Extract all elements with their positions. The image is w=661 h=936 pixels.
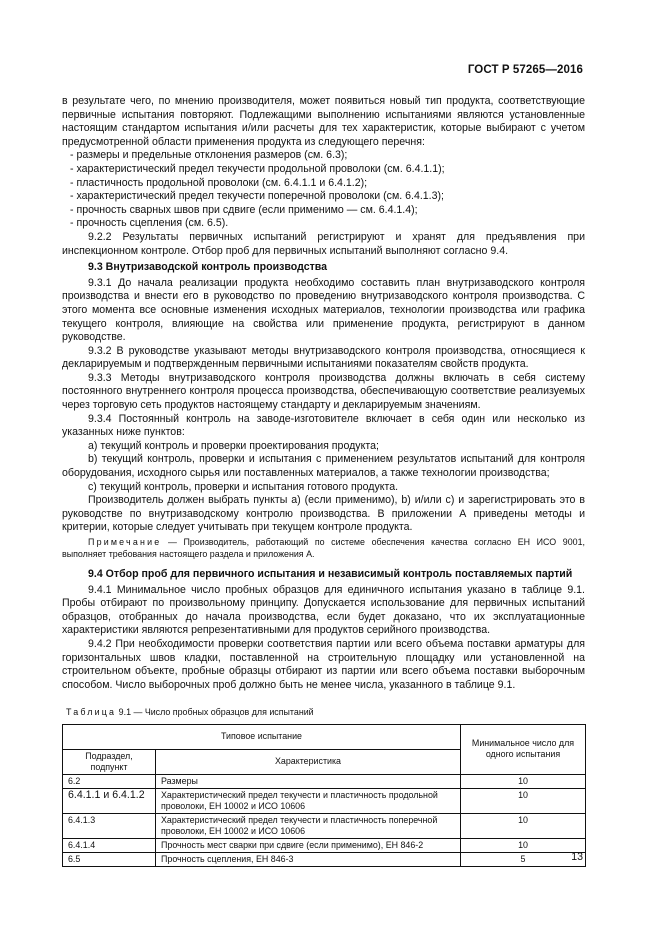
paragraph: 9.3.3 Методы внутризаводского контроля производства должны включать в себя систему постоянного внутреннего контроля процесса производства, обеспечивающую соответствие реализуемых через торговую сеть продуктов настоящему стандарту и декларируемым значениям. bbox=[62, 371, 585, 412]
heading-9-3: 9.3 Внутризаводской контроль производства bbox=[88, 261, 328, 274]
section-94-paragraphs bbox=[62, 584, 585, 693]
table-body bbox=[63, 774, 586, 866]
samples-table bbox=[62, 724, 586, 867]
standard-header: ГОСТ Р 57265—2016 bbox=[467, 64, 583, 76]
row-subsection: 6.4.1.4 bbox=[63, 838, 156, 852]
row-characteristic: Прочность сцепления, ЕН 846-3 bbox=[156, 852, 461, 866]
header-subsection: Подраздел, подпункт bbox=[63, 749, 156, 774]
header-characteristic: Характеристика bbox=[156, 749, 461, 774]
paragraph: - пластичность продольной проволоки (см. 6.4.1.1 и 6.4.1.2); bbox=[70, 176, 368, 189]
note-text: — Производитель, работающий по системе обеспечения качества согласно ЕН ИСО 9001, выполняет требования настоящего раздела и приложения А. bbox=[62, 537, 585, 559]
note bbox=[62, 537, 585, 560]
row-min-count: 10 bbox=[461, 788, 586, 813]
paragraph: - прочность сварных швов при сдвиге (если применимо — см. 6.4.1.4); bbox=[70, 203, 418, 216]
row-min-count: 10 bbox=[461, 774, 586, 788]
table-row bbox=[63, 788, 586, 813]
row-min-count: 10 bbox=[461, 838, 586, 852]
heading-9-4: 9.4 Отбор проб для первичного испытания и независимый контроль поставляемых партий bbox=[88, 568, 573, 580]
header-typical-test: Типовое испытание bbox=[63, 724, 461, 749]
paragraph: 9.3.4 Постоянный контроль на заводе-изготовителе включает в себя один или несколько из указанных ниже пунктов: bbox=[62, 412, 585, 439]
row-subsection: 6.5 bbox=[63, 852, 156, 866]
table-row bbox=[63, 774, 586, 788]
row-subsection: 6.4.1.3 bbox=[63, 813, 156, 838]
paragraph: 9.4.1 Минимальное число пробных образцов для единичного испытания указано в таблице 9.1. Пробы отбирают по произвольному принципу. Допускается использование для первичных испытаний образцов, отобранных до начала производства, если будет доказано, что их эксплуатационные характеристики являются репрезентативными для продуктов серийного производства. bbox=[62, 583, 585, 637]
header-min-count: Минимальное число для одного испытания bbox=[461, 724, 586, 774]
table-row bbox=[63, 813, 586, 838]
paragraph: 9.4.2 При необходимости проверки соответствия партии или всего объема поставки арматуры для горизонтальных швов кладки, поставленной на строительную площадку или установленной на строительном объекте, пробные образцы отбирают из партии или всего объема поставки выборочным способом. Число выборочных проб должно быть не менее числа, указанного в таблице 9.1. bbox=[62, 637, 585, 691]
row-min-count: 5 bbox=[461, 852, 586, 866]
paragraph: 9.3.2 В руководстве указывают методы внутризаводского контроля производства, относящиеся к декларируемым и подтвержденным первичными испытаниями показателям свойств продукта. bbox=[62, 344, 585, 371]
paragraph: 9.2.2 Результаты первичных испытаний регистрируют и хранят для предъявления при инспекционном контроле. Отбор проб для первичных испытаний выполняют согласно 9.4. bbox=[62, 230, 585, 257]
table-caption-label: Таблица bbox=[66, 707, 117, 718]
table-caption-text: 9.1 — Число пробных образцов для испытаний bbox=[116, 707, 314, 718]
row-characteristic: Характеристический предел текучести и пластичность поперечной проволоки, ЕН 10002 и ИСО 10606 bbox=[156, 813, 461, 838]
paragraph: a) текущий контроль и проверки проектирования продукта; bbox=[88, 439, 379, 452]
row-subsection: 6.4.1.1 и 6.4.1.2 bbox=[63, 788, 156, 813]
paragraph: b) текущий контроль, проверки и испытания с применением результатов испытаний для контроля оборудования, исходного сырья или поставленных материалов, а также технологии производства; bbox=[62, 453, 585, 480]
note-label: Примечание bbox=[88, 537, 162, 547]
row-characteristic: Прочность мест сварки при сдвиге (если применимо), ЕН 846-2 bbox=[156, 838, 461, 852]
paragraph: - прочность сцепления (см. 6.5). bbox=[70, 217, 229, 230]
paragraph: - характеристический предел текучести поперечной проволоки (см. 6.4.1.3); bbox=[70, 190, 444, 203]
row-characteristic: Размеры bbox=[156, 774, 461, 788]
paragraph: Производитель должен выбрать пункты a) (если применимо), b) и/или c) и зарегистрировать это в руководстве по внутризаводскому контролю производства. В приложении А приведены методы и критерии, которые следует учитывать при текущем контроле продукта. bbox=[62, 494, 585, 534]
section-92-continued bbox=[62, 95, 585, 258]
paragraph: - характеристический предел текучести продольной проволоки (см. 6.4.1.1); bbox=[70, 162, 445, 175]
row-subsection: 6.2 bbox=[63, 774, 156, 788]
paragraph: c) текущий контроль, проверки и испытания готового продукта. bbox=[88, 480, 399, 493]
section-93-paragraphs bbox=[62, 277, 585, 535]
page-number: 13 bbox=[571, 851, 583, 863]
paragraph: в результате чего, по мнению производителя, может появиться новый тип продукта, соответствующие первичные испытания повторяют. Подлежащими выполнению испытаниями являются установленные настоящим стандартом испытания и/или расчеты для тех характеристик, которые выбирают с учетом предусмотренной области применения продукта из следующего перечня: bbox=[62, 95, 585, 148]
table-row bbox=[63, 852, 586, 866]
row-characteristic: Характеристический предел текучести и пластичность продольной проволоки, ЕН 10002 и ИСО 10606 bbox=[156, 788, 461, 813]
table-row bbox=[63, 838, 586, 852]
paragraph: - размеры и предельные отклонения размеров (см. 6.3); bbox=[70, 149, 348, 162]
table-caption bbox=[66, 706, 585, 720]
document-body bbox=[62, 95, 585, 867]
paragraph: 9.3.1 До начала реализации продукта необходимо составить план внутризаводского контроля производства и внести его в руководство по проведению внутризаводского контроля производства. С этого момента все основные изменения исходных материалов, технологии производства или графика текущего контроля, влияющие на свойства или применение продукта, регистрируют в данном руководстве. bbox=[62, 276, 585, 344]
row-min-count: 10 bbox=[461, 813, 586, 838]
